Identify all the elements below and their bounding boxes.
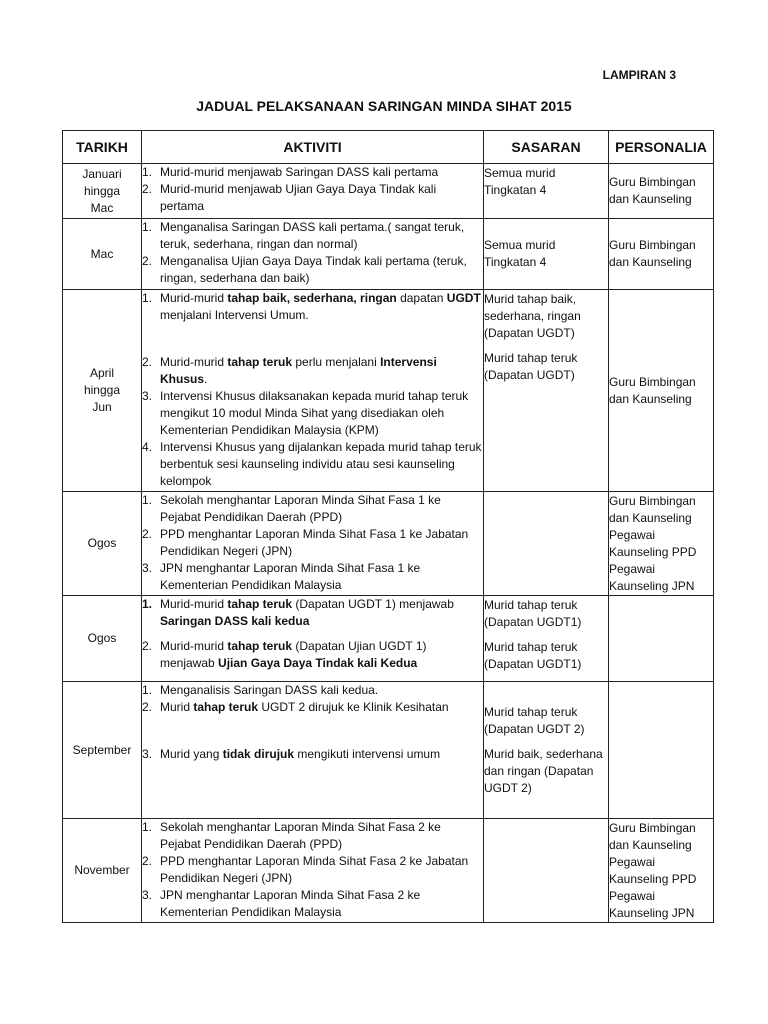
schedule-table <box>62 130 714 923</box>
sasaran-cell: Murid tahap teruk (Dapatan UGDT1) Murid tahap teruk (Dapatan UGDT1) <box>484 596 609 682</box>
personalia-cell <box>609 596 714 682</box>
header-aktiviti: AKTIVITI <box>142 131 484 164</box>
header-sasaran: SASARAN <box>484 131 609 164</box>
list-item: 3. Intervensi Khusus dilaksanakan kepada murid tahap teruk mengikut 10 modul Minda Sihat yang disediakan oleh Kementerian Pendidikan Malaysia (KPM) <box>142 389 469 437</box>
list-item: 3. JPN menghantar Laporan Minda Sihat Fasa 1 ke Kementerian Pendidikan Malaysia <box>142 561 421 592</box>
tarikh-cell: Ogos <box>63 596 142 682</box>
aktiviti-cell <box>142 492 484 596</box>
list-item: 1. Murid-murid tahap baik, sederhana, ringan dapatan UGDT menjalani Intervensi Umum. <box>142 291 481 322</box>
list-item: 2. PPD menghantar Laporan Minda Sihat Fasa 2 ke Jabatan Pendidikan Negeri (JPN) <box>142 854 469 885</box>
tarikh-cell: April hingga Jun <box>63 290 142 492</box>
sasaran-cell: Murid tahap teruk (Dapatan UGDT 2) Murid baik, sederhana dan ringan (Dapatan UGDT 2) <box>484 682 609 819</box>
aktiviti-cell <box>142 290 484 492</box>
sasaran-cell: Murid tahap baik, sederhana, ringan (Dapatan UGDT) Murid tahap teruk (Dapatan UGDT) <box>484 290 609 492</box>
personalia-cell: Guru Bimbingan dan Kaunseling <box>609 164 714 219</box>
list-item: 2. PPD menghantar Laporan Minda Sihat Fasa 1 ke Jabatan Pendidikan Negeri (JPN) <box>142 527 469 558</box>
document-title: JADUAL PELAKSANAAN SARINGAN MINDA SIHAT 2015 <box>196 98 572 114</box>
list-item: 1. Sekolah menghantar Laporan Minda Sihat Fasa 2 ke Pejabat Pendidikan Daerah (PPD) <box>142 820 441 851</box>
list-item: 2. Murid-murid menjawab Ujian Gaya Daya Tindak kali pertama <box>142 182 437 213</box>
list-item: 2. Murid-murid tahap teruk perlu menjalani Intervensi Khusus. <box>142 355 437 386</box>
table-row <box>63 219 714 290</box>
appendix-label: LAMPIRAN 3 <box>602 68 676 82</box>
list-item: 2. Menganalisa Ujian Gaya Daya Tindak kali pertama (teruk, ringan, sederhana dan baik) <box>142 254 467 285</box>
table-row <box>63 819 714 923</box>
sasaran-cell <box>484 819 609 923</box>
sasaran-cell <box>484 492 609 596</box>
table-row <box>63 492 714 596</box>
tarikh-cell: Mac <box>63 219 142 290</box>
header-tarikh: TARIKH <box>63 131 142 164</box>
personalia-cell: Guru Bimbingan dan Kaunseling Pegawai Kaunseling PPD Pegawai Kaunseling JPN <box>609 492 714 596</box>
list-item: 2. Murid-murid tahap teruk (Dapatan Ujian UGDT 1) menjawab Ujian Gaya Daya Tindak kali Kedua <box>142 639 427 670</box>
table-row <box>63 290 714 492</box>
table-row <box>63 682 714 819</box>
list-item: 1. Murid-murid tahap teruk (Dapatan UGDT 1) menjawab Saringan DASS kali kedua <box>142 597 454 628</box>
list-item: 3. JPN menghantar Laporan Minda Sihat Fasa 2 ke Kementerian Pendidikan Malaysia <box>142 888 421 919</box>
list-item: 3. Murid yang tidak dirujuk mengikuti intervensi umum <box>142 747 441 761</box>
list-item: 2. Murid tahap teruk UGDT 2 dirujuk ke Klinik Kesihatan <box>142 700 449 714</box>
table-header-row <box>63 131 714 164</box>
tarikh-cell: Ogos <box>63 492 142 596</box>
list-item: 1. Menganalisa Saringan DASS kali pertama.( sangat teruk, teruk, sederhana, ringan dan normal) <box>142 220 465 251</box>
tarikh-cell: November <box>63 819 142 923</box>
aktiviti-cell <box>142 682 484 819</box>
table-row <box>63 164 714 219</box>
aktiviti-cell <box>142 596 484 682</box>
tarikh-cell: Januari hingga Mac <box>63 164 142 219</box>
aktiviti-cell <box>142 164 484 219</box>
personalia-cell: Guru Bimbingan dan Kaunseling Pegawai Kaunseling PPD Pegawai Kaunseling JPN <box>609 819 714 923</box>
sasaran-cell: Semua murid Tingkatan 4 <box>484 219 609 290</box>
sasaran-cell: Semua murid Tingkatan 4 <box>484 164 609 219</box>
aktiviti-cell <box>142 219 484 290</box>
header-personalia: PERSONALIA <box>609 131 714 164</box>
personalia-cell <box>609 682 714 819</box>
list-item: 4. Intervensi Khusus yang dijalankan kepada murid tahap teruk berbentuk sesi kaunseling individu atau sesi kaunseling kelompok <box>142 440 482 488</box>
aktiviti-cell <box>142 819 484 923</box>
tarikh-cell: September <box>63 682 142 819</box>
personalia-cell: Guru Bimbingan dan Kaunseling <box>609 290 714 492</box>
personalia-cell: Guru Bimbingan dan Kaunseling <box>609 219 714 290</box>
list-item: 1. Sekolah menghantar Laporan Minda Sihat Fasa 1 ke Pejabat Pendidikan Daerah (PPD) <box>142 493 441 524</box>
list-item: 1. Menganalisis Saringan DASS kali kedua. <box>142 683 379 697</box>
table-row <box>63 596 714 682</box>
list-item: 1. Murid-murid menjawab Saringan DASS kali pertama <box>142 165 439 179</box>
